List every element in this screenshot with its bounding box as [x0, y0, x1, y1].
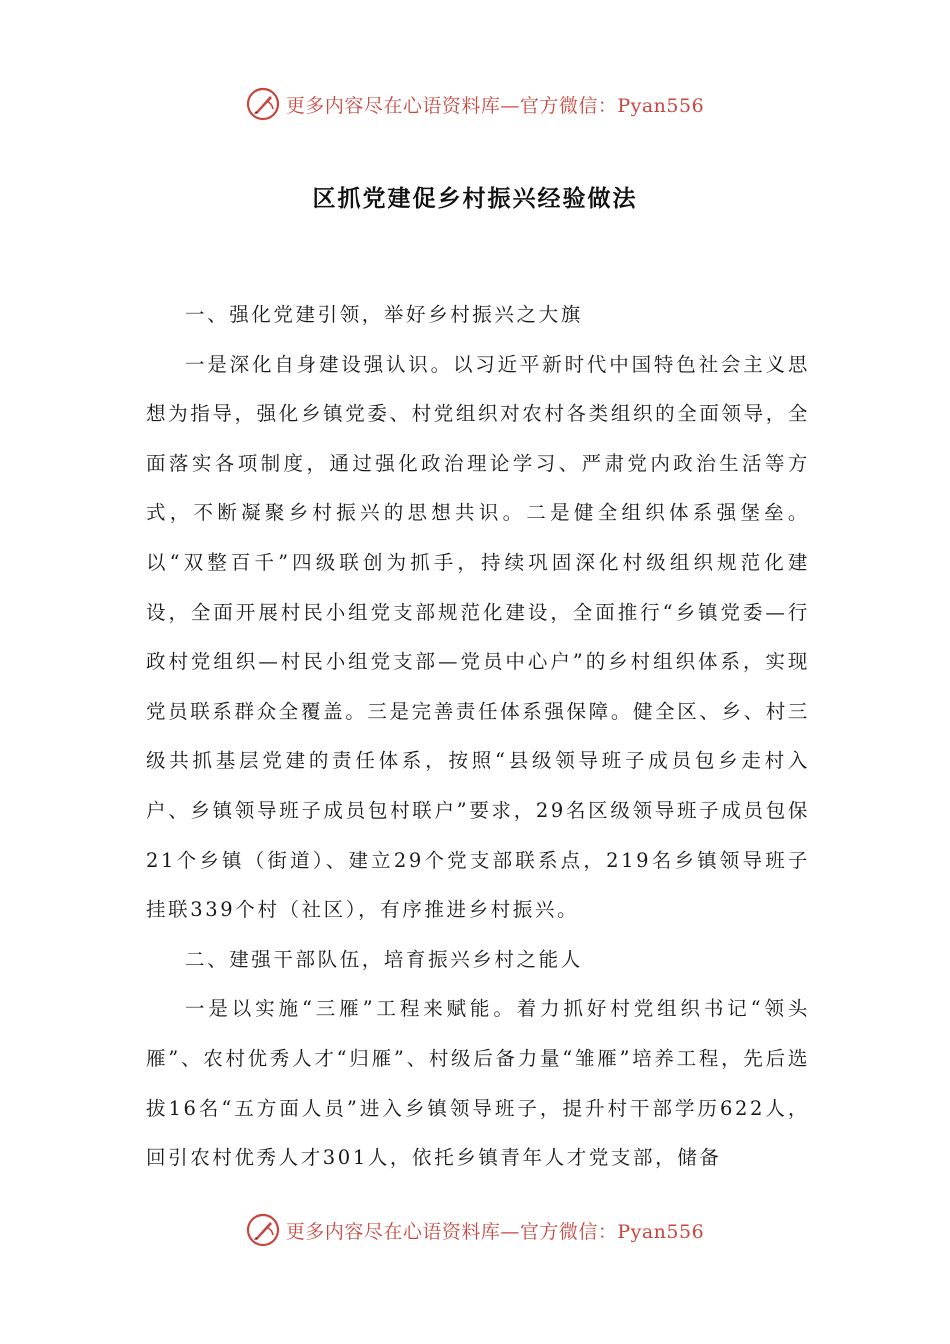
document-title: 区抓党建促乡村振兴经验做法 — [312, 186, 638, 212]
document-body — [146, 290, 810, 1183]
watermark-banner-bottom — [0, 1210, 950, 1250]
paragraph-2: 一是以实施“三雁”工程来赋能。着力抓好村党组织书记“领头雁”、农村优秀人才“归雁”、村级后备力量“雏雁”培养工程，先后选拔16名“五方面人员”进入乡镇领导班子，提升村干部学历622人，回引农村优秀人才301人，依托乡镇青年人才党支部，储备 — [146, 997, 810, 1170]
paragraph-1: 一是深化自身建设强认识。以习近平新时代中国特色社会主义思想为指导，强化乡镇党委、村党组织对农村各类组织的全面领导，全面落实各项制度，通过强化政治理论学习、严肃党内政治生活等方式，不断凝聚乡村振兴的思想共识。二是健全组织体系强堡垒。以“双整百千”四级联创为抓手，持续巩固深化村级组织规范化建设，全面开展村民小组党支部规范化建设，全面推行“乡镇党委—行政村党组织—村民小组党支部—党员中心户”的乡村组织体系，实现党员联系群众全覆盖。三是完善责任体系强保障。健全区、乡、村三级共抓基层党建的责任体系，按照“县级领导班子成员包乡走村入户、乡镇领导班子成员包村联户”要求，29名区级领导班子成员包保21个乡镇（街道）、建立29个党支部联系点，219名乡镇领导班子挂联339个村（社区），有序推进乡村振兴。 — [146, 352, 810, 922]
watermark-text: 更多内容尽在心语资料库—官方微信：Pyan556 — [285, 94, 705, 117]
watermark-banner-top — [0, 84, 950, 124]
quill-logo-icon — [246, 1213, 280, 1247]
watermark-text: 更多内容尽在心语资料库—官方微信：Pyan556 — [285, 1220, 705, 1243]
section-heading-2: 二、建强干部队伍，培育振兴乡村之能人 — [185, 947, 583, 971]
section-heading-1: 一、强化党建引领，举好乡村振兴之大旗 — [185, 303, 583, 326]
quill-logo-icon — [246, 87, 280, 121]
